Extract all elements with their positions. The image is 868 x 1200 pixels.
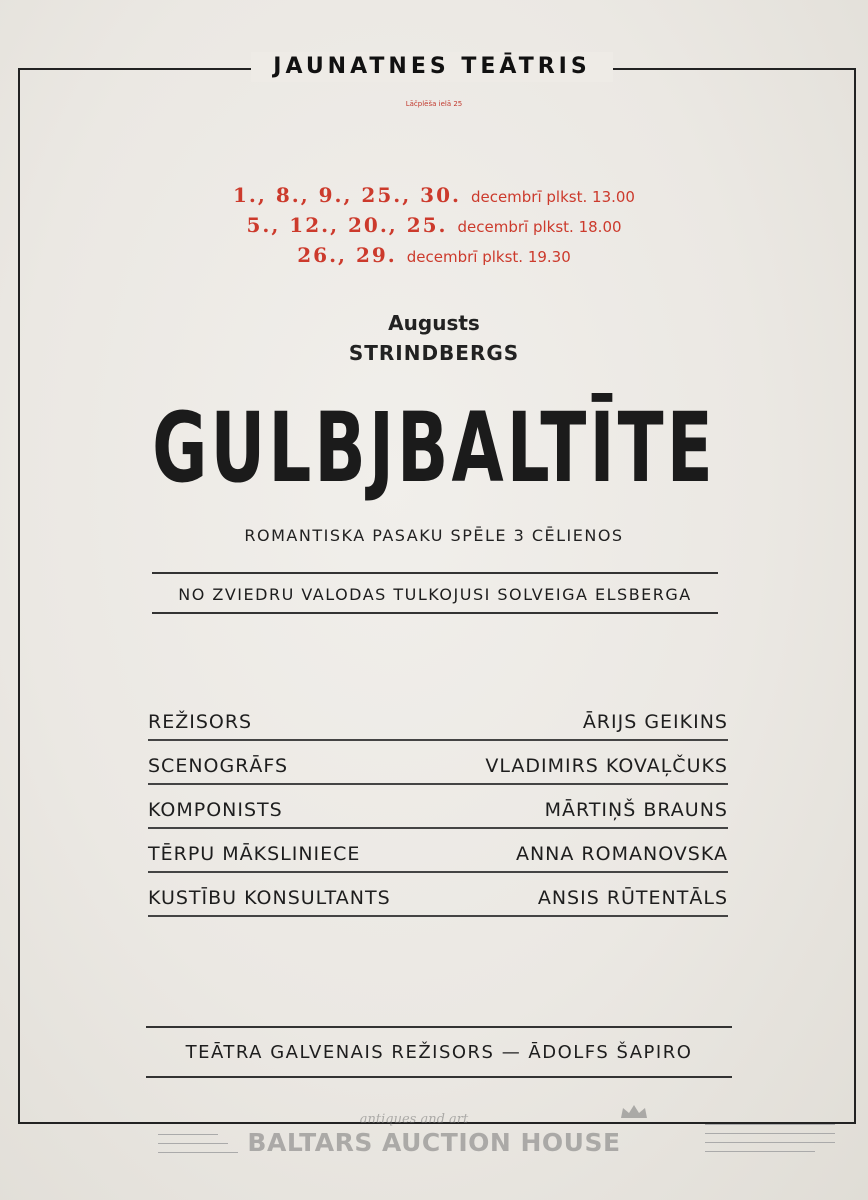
credit-role: KUSTĪBU KONSULTANTS <box>148 887 391 909</box>
translator-line: NO ZVIEDRU VALODAS TULKOJUSI SOLVEIGA ELSBERGA <box>152 572 718 614</box>
credit-person: VLADIMIRS KOVAĻČUKS <box>485 755 728 777</box>
date-days: 5., 12., 20., 25. <box>246 213 448 237</box>
date-row <box>0 240 868 270</box>
author-first-name: Augusts <box>388 311 480 335</box>
author-last-name: STRINDBERGS <box>348 341 520 365</box>
date-time: decembrī plkst. 13.00 <box>470 188 635 206</box>
play-subtitle: ROMANTISKA PASAKU SPĒLE 3 CĒLIENOS <box>244 526 624 545</box>
credit-row <box>148 741 728 785</box>
date-row <box>0 180 868 210</box>
performance-dates <box>0 180 868 270</box>
credits-list <box>148 697 728 917</box>
credit-row <box>148 697 728 741</box>
chief-director-line: TEĀTRA GALVENAIS REŽISORS — ĀDOLFS ŠAPIRO <box>146 1026 732 1078</box>
auction-watermark <box>0 1112 868 1158</box>
credit-row <box>148 785 728 829</box>
credit-person: MĀRTIŅŠ BRAUNS <box>544 799 728 821</box>
credit-person: ĀRIJS GEIKINS <box>582 711 728 733</box>
credit-role: SCENOGRĀFS <box>148 755 289 777</box>
credit-role: REŽISORS <box>148 711 253 733</box>
date-row <box>0 210 868 240</box>
credit-row <box>148 873 728 917</box>
date-time: decembrī plkst. 18.00 <box>457 218 622 236</box>
credit-row <box>148 829 728 873</box>
watermark-tagline: antiques and art <box>359 1112 469 1127</box>
credit-person: ANSIS RŪTENTĀLS <box>537 887 728 909</box>
watermark-brand: BALTARS AUCTION HOUSE <box>247 1128 621 1157</box>
theater-name: JAUNATNES TEĀTRIS <box>251 52 612 82</box>
credit-person: ANNA ROMANOVSKA <box>515 843 728 865</box>
theater-address: Lāčplēša ielā 25 <box>405 100 463 108</box>
date-days: 26., 29. <box>297 243 397 267</box>
credit-role: KOMPONISTS <box>148 799 283 821</box>
play-title: GULBJBALTĪTE <box>152 392 716 504</box>
credit-role: TĒRPU MĀKSLINIECE <box>148 843 361 865</box>
date-time: decembrī plkst. 19.30 <box>406 248 571 266</box>
date-days: 1., 8., 9., 25., 30. <box>233 183 461 207</box>
author-block <box>0 308 868 368</box>
